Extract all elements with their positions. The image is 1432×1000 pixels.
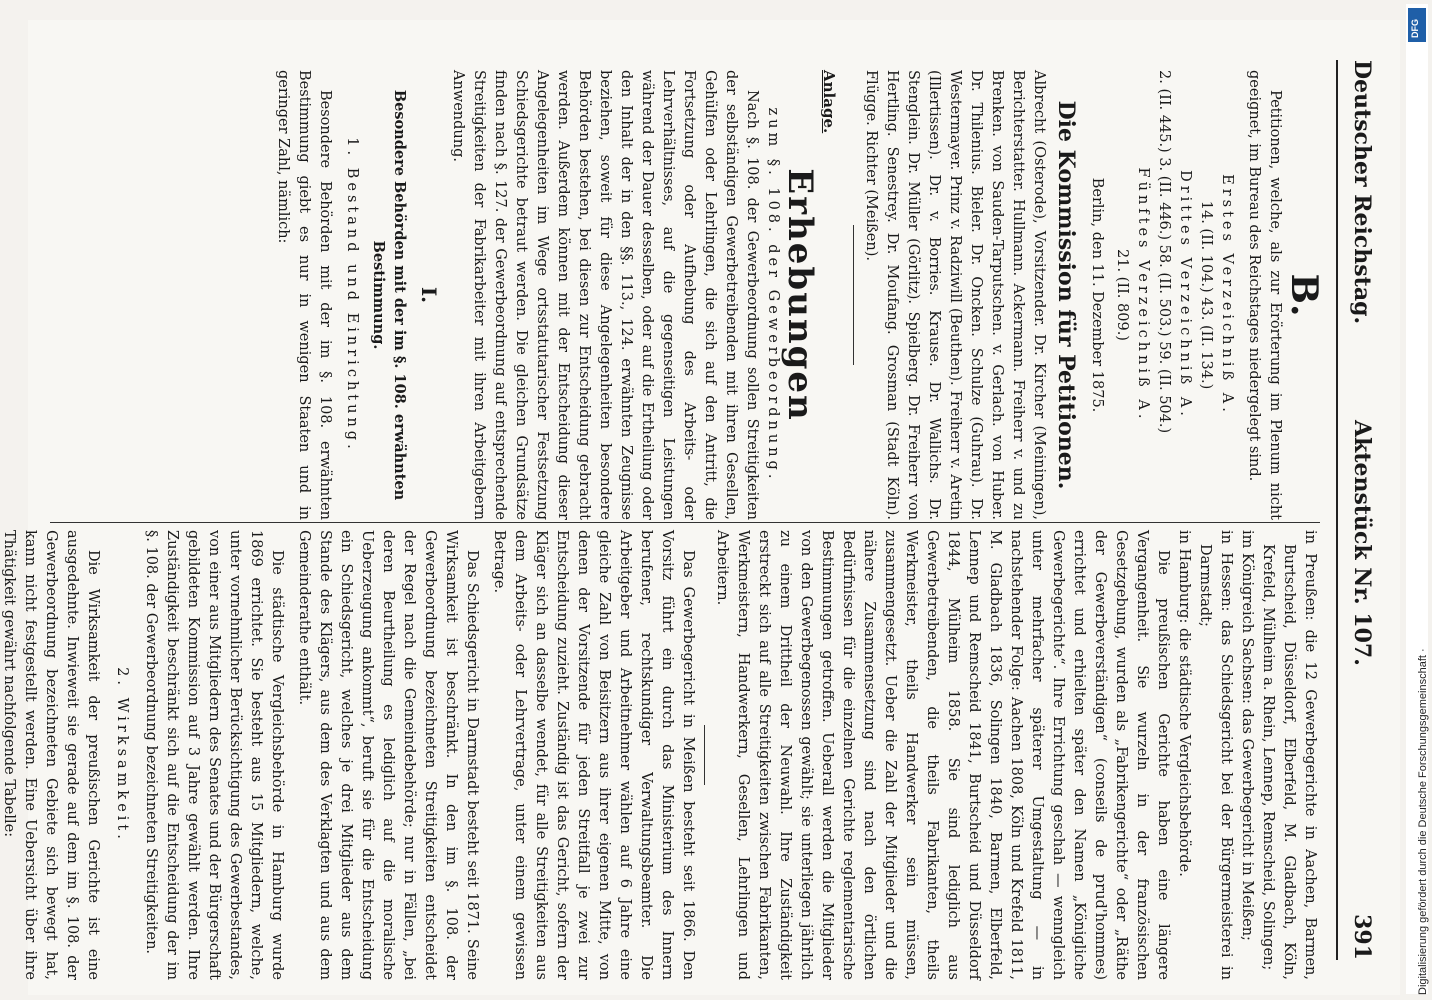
- main-title: Erhebungen: [780, 168, 820, 422]
- intro-paragraph: Nach §. 108. der Gewerbeordnung sollen Streitigkeiten der selbständigen Gewerbetreibenden mit ihren Gesellen, Gehülfen oder Lehrlingen, die sich auf den Antritt, die Fortsetzung oder Aufhebung des Arbeits- oder Lehrverhältnisses, auf die gegenseitigen Leistungen während der Dauer desselben, oder auf die Ertheilung oder den Inhalt der in den §§. 113., 124. erwähnten Zeugnisse beziehen, soweit für diese Angelegenheiten besondere Behörden bestehen, bei diesen zur Entscheidung gebracht werden. Außerdem können mit der Entscheidung dieser Angelegenheiten im Wege ortsstatutarischer Festsetzung Schiedsgerichte betraut werden. Die gleichen Grundsätze finden nach §. 127. der Gewerbeordnung auf entsprechende Streitigkeiten der Fabrikarbeiter mit ihren Arbeitgebern Anwendung.: [450, 70, 760, 520]
- right-column: [1, 530, 1320, 980]
- meissen-paragraph: Das Gewerbegericht in Meißen besteht seit 1866. Den Vorsitz führt ein durch das Ministerium des Innern berufener, rechtskundiger Verwaltungsbeamter. Die Arbeitgeber und Arbeitnehmer wählen auf 6 Jahre eine gleiche Zahl von Beisitzern aus ihrer eigenen Mitte, von denen der Vorsitzende für jeden Streitfall je zwei zur Entscheidung zuzieht. Zuständig ist das Gericht, sofern der Kläger sich an dasselbe wendet, für alle Streitigkeiten aus dem Arbeits- oder Lehrvertrage, unter einem gewissen Betrage.: [491, 530, 696, 980]
- list-sachsen: im Königreich Sachsen: das Gewerbegericht in Meißen;: [1239, 530, 1255, 941]
- anlage-label: Anlage.: [820, 70, 838, 134]
- dfg-credit-text: Digitalisierung gefördert durch die Deutsche Forschungsgemeinschaft ·: [1417, 648, 1429, 995]
- list5-entries: 21. (II. 809.): [1114, 249, 1130, 341]
- dfg-logo: DFG: [1408, 8, 1426, 42]
- main-subtitle: zum §. 108. der Gewerbeordnung.: [765, 107, 781, 483]
- behoerden-paragraph: Besondere Behörden mit der im §. 108. erwähnten Bestimmung giebt es nur in wenigen Staaten und in geringer Zahl, nämlich:: [275, 70, 333, 520]
- short-rule: [704, 725, 705, 785]
- subsection-2-title: 2. Wirksamkeit.: [114, 667, 130, 843]
- wirksamkeit-paragraph: Die Wirksamkeit der preußischen Gerichte ist eine ausgedehnte. Inwieweit sie gerade auf dem im §. 108. der Gewerbeordnung bezeichneten Gebiete sich bewegt hat, kann nicht festgestellt werden. Eine Uebersicht über ihre Thätigkeit gewährt nachfolgende Tabelle:: [1, 530, 101, 980]
- commission-title: Die Kommission für Petitionen.: [1053, 100, 1079, 490]
- roman-numeral: I.: [417, 286, 441, 304]
- header-left: Deutscher Reichstag.: [1349, 60, 1375, 325]
- list-preussen: in Preußen: die 12 Gewerbegerichte in Aachen, Barmen, Burtscheid, Düsseldorf, Elberfeld, M. Gladbach, Köln, Krefeld, Mülheim a. Rhein, Lennep, Remscheid, Solingen;: [1260, 530, 1318, 980]
- darmstadt-paragraph: Das Schiedsgericht in Darmstadt besteht seit 1871. Seine Wirksamkeit ist beschränkt. In den im §. 108. der Gewerbeordnung bezeichneten Streitigkeiten entscheidet der Regel nach die Gemeindebehörde; nur in Fällen, „bei deren Beurtheilung es lediglich auf die moralische Ueberzeugung ankommt“, beruft sie für die Entscheidung ein Schiedsgericht, welches je drei Mitglieder aus dem Stande des Klägers, aus dem des Verklagten und aus dem Gemeinderathe enthält.: [296, 530, 480, 980]
- hamburg-paragraph: Die städtische Vergleichsbehörde in Hamburg wurde 1869 errichtet. Sie besteht aus 15 Mitgliedern, welche, unter vornehmlicher Berücksichtigung des Gewerbestandes, von einer aus Mitgliedern des Senates und der Bürgerschaft gebildeten Kommission auf 3 Jahre gewählt werden. Ihre Zuständigkeit beschränkt sich auf die Entscheidung der im §. 108. der Gewerbeordnung bezeichneten Streitigkeiten.: [143, 530, 285, 980]
- prussia-paragraph: Die preußischen Gerichte haben eine längere Vergangenheit. Sie wurzeln in der französischen Gesetzgebung, wurden als „Fabrikengerichte“ oder „Räthe der Gewerbeverständigen“ (conseils de prud'hommes) errichtet und erhielten später den Namen „Königliche Gewerbegerichte“. Ihre Errichtung geschah — wenngleich unter mehrfacher späterer Umgestaltung — in nachstehender Folge: Aachen 1808, Köln und Krefeld 1811, M. Gladbach 1836, Solingen 1840, Barmen, Elberfeld, Lennep und Remscheid 1841, Burtscheid und Düsseldorf 1844, Mülheim 1858. Sie sind lediglich aus Gewerbetreibenden, die theils Fabrikanten, theils Werkmeister, theils Handwerker sein müssen, zusammengesetzt. Ueber die Zahl der Mitglieder und die nähere Zusammensetzung sind nach den örtlichen Bedürfnissen für die einzelnen Gerichte reglementarische Bestimmungen getroffen. Ueberall werden die Mitglieder von den Gewerbegenossen gewählt; sie unterliegen jährlich zu einem Drittheil der Neuwahl. Ihre Zuständigkeit erstreckt sich auf alle Streitigkeiten zwischen Fabrikanten, Werkmeistern, Handwerkern, Gesellen, Lehrlingen und Arbeitern.: [714, 530, 1171, 980]
- list1-title: Erstes Verzeichniß A.: [1219, 174, 1235, 416]
- left-column: [40, 70, 1325, 520]
- rotated-page: [1, 20, 1400, 995]
- list3-title: Drittes Verzeichniß A.: [1177, 170, 1193, 420]
- separator-rule: [853, 225, 854, 365]
- date-line: Berlin, den 11. Dezember 1875.: [1089, 177, 1105, 413]
- petitions-intro: Petitionen, welche, als zur Erörterung im Plenum nicht geeignet, im Bureau des Reichstages niedergelegt sind.: [1246, 70, 1283, 520]
- list-hamburg: in Hamburg: die städtische Vergleichsbehörde.: [1176, 530, 1192, 877]
- list1-entries: 14. (II. 104.) 43. (II. 134.): [1198, 200, 1214, 390]
- commission-members: Albrecht (Osterode), Vorsitzender. Dr. Kircher (Meiningen), Berichterstatter. Hullmann. Ackermann. Freiherr v. und zu Brenken. von Sauden-Tarputschen. v. Gerlach. von Huber. Dr. Thilenius. Bieler. Dr. Oncken. Schulze (Guhrau). Dr. Westermayer. Prinz v. Radziwill (Beuthen). Freiherr v. Aretin (Illertissen). Dr. v. Borries. Krause. Dr. Wallichs. Dr. Stenglein. Dr. Müller (Görlitz). Spielberg. Dr. Freiherr von Hertling. Senestrey. Dr. Moufang. Grosman (Stadt Köln). Flügge. Richter (Meißen).: [863, 70, 1047, 520]
- column-divider: [50, 522, 1320, 523]
- subsection-title: 1. Bestand und Einrichtung.: [344, 137, 360, 453]
- page-header: [1335, 60, 1375, 960]
- list3-entries: 2. (II. 445.) 3. (II. 446.) 58. (II. 503.) 59. (II. 504.): [1156, 70, 1172, 434]
- page-number: 391: [1349, 914, 1375, 960]
- header-center: Aktenstück Nr. 107.: [1349, 420, 1375, 666]
- section-letter: B.: [1283, 273, 1325, 317]
- list-hessen: in Hessen: das Schiedsgericht bei der Bürgermeisterei in Darmstadt;: [1197, 530, 1234, 980]
- list5-title: Fünftes Verzeichniß A.: [1135, 167, 1151, 423]
- section-title: Besondere Behörden mit der im §. 108. erwähnten Bestimmung.: [370, 89, 408, 501]
- header-rule: [1336, 60, 1338, 960]
